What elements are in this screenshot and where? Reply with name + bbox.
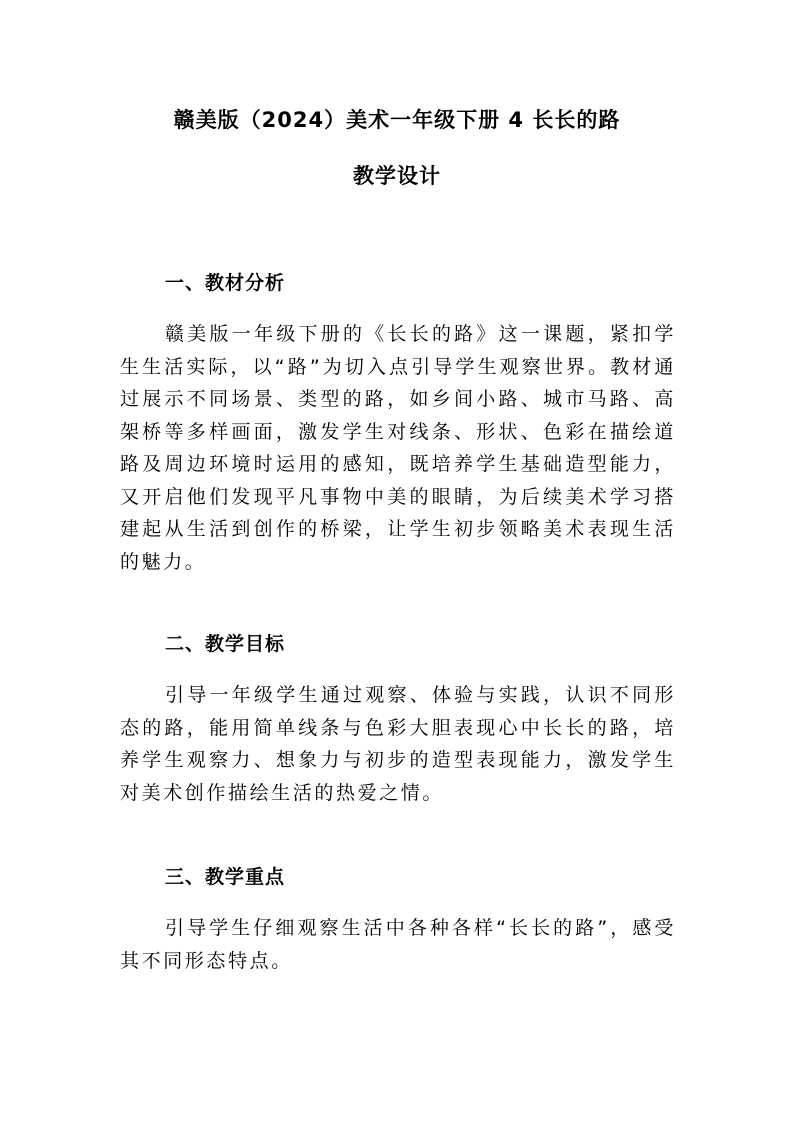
section-paragraph: 赣美版一年级下册的《长长的路》这一课题，紧扣学生生活实际，以“路”为切入点引导学生观察世界。教材通过展示不同场景、类型的路，如乡间小路、城市马路、高架桥等多样画面，激发学生对线条、形状、色彩在描绘道路及周边环境时运用的感知，既培养学生基础造型能力，又开启他们发现平凡事物中美的眼睛，为后续美术学习搭建起从生活到创作的桥梁，让学生初步领略美术表现生活的魅力。 [120,323,676,573]
document-subtitle: 教学设计 [353,164,441,188]
section-heading: 二、教学目标 [165,633,286,655]
document-title: 赣美版（2024）美术一年级下册 4 长长的路 [173,108,621,132]
section-heading: 一、教材分析 [165,272,286,294]
section-teaching-focus [120,860,676,977]
section-textbook-analysis [120,266,676,578]
section-heading: 三、教学重点 [165,866,286,888]
section-paragraph: 引导一年级学生通过观察、体验与实践，认识不同形态的路，能用简单线条与色彩大胆表现心中长长的路，培养学生观察力、想象力与初步的造型表现能力，激发学生对美术创作描绘生活的热爱之情。 [120,684,676,804]
section-teaching-objectives [120,627,676,809]
section-paragraph: 引导学生仔细观察生活中各种各样“长长的路”，感受其不同形态特点。 [120,917,676,972]
